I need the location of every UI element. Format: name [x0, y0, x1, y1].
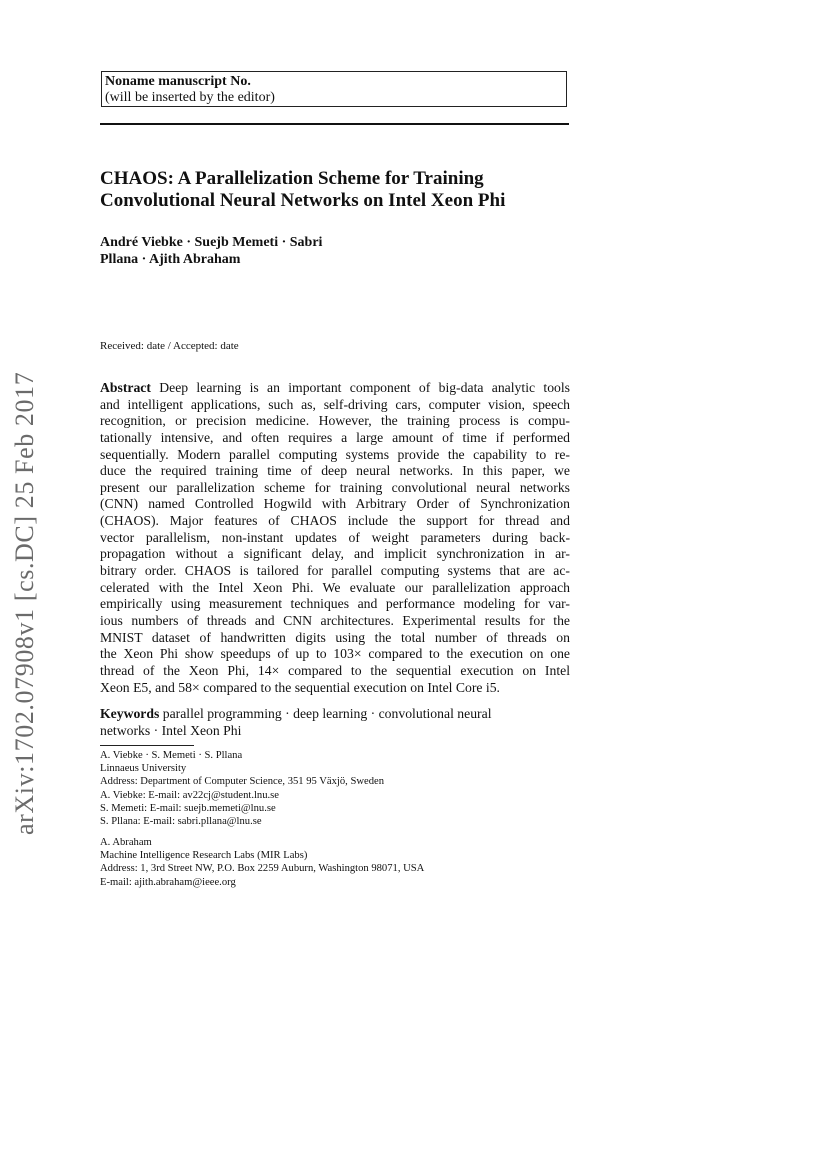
header-rule — [100, 123, 569, 125]
abstract-line: and intelligent applications, such as, self-driving cars, computer vision, speech — [100, 396, 570, 412]
affiliation-line: E-mail: ajith.abraham@ieee.org — [100, 876, 236, 888]
paper-title — [100, 168, 570, 212]
affiliation-line: Address: Department of Computer Science, 351 95 Växjö, Sweden — [100, 776, 385, 788]
abstract-line: sequentially. Modern parallel computing systems provide the capability to re- — [100, 446, 570, 462]
abstract-heading: Abstract — [100, 380, 151, 395]
affiliation-block — [100, 836, 570, 889]
manuscript-box-title: Noname manuscript No. — [105, 74, 251, 89]
abstract-text: Deep learning is an important component of big-data analytic tools — [159, 380, 570, 395]
abstract-line: MNIST dataset of handwritten digits using the total number of threads on — [100, 629, 570, 645]
abstract-line: thread of the Xeon Phi, 14× compared to the sequential execution on Intel — [100, 662, 570, 678]
affiliation-line: Address: 1, 3rd Street NW, P.O. Box 2259 Auburn, Washington 98071, USA — [100, 863, 425, 875]
abstract-line — [100, 380, 570, 397]
affiliation-line: S. Pllana: E-mail: sabri.pllana@lnu.se — [100, 816, 262, 828]
author-line: André Viebke · Suejb Memeti · Sabri — [100, 235, 323, 250]
abstract-line: empirically using measurement techniques and performance modeling for var- — [100, 596, 570, 612]
abstract-line: duce the required training time of deep neural networks. In this paper, we — [100, 463, 570, 479]
abstract-line: present our parallelization scheme for training convolutional neural networks — [100, 479, 570, 495]
paper-title-line: Convolutional Neural Networks on Intel Xeon Phi — [100, 190, 506, 211]
affiliation-line: Machine Intelligence Research Labs (MIR Labs) — [100, 850, 308, 862]
paper-title-line: CHAOS: A Parallelization Scheme for Training — [100, 168, 484, 189]
footnote-rule — [100, 745, 194, 746]
abstract — [100, 380, 570, 696]
affiliation-line: Linnaeus University — [100, 763, 187, 775]
keywords-line: networks · Intel Xeon Phi — [100, 722, 242, 738]
manuscript-box-subtitle: (will be inserted by the editor) — [105, 90, 275, 105]
arxiv-identifier: arXiv:1702.07908v1 [cs.DC] 25 Feb 2017 — [10, 371, 39, 835]
abstract-line: celerated with the Intel Xeon Phi. We evaluate our parallelization approach — [100, 579, 570, 595]
abstract-line: vector parallelism, non-instant updates of weight parameters during back- — [100, 529, 570, 545]
abstract-line: ious numbers of threads and CNN architectures. Experimental results for the — [100, 612, 570, 628]
received-accepted-dates: Received: date / Accepted: date — [100, 340, 239, 352]
abstract-line: (CNN) named Controlled Hogwild with Arbitrary Order of Synchronization — [100, 496, 570, 512]
manuscript-number-box — [101, 71, 567, 107]
abstract-line: bitrary order. CHAOS is tailored for parallel computing systems that are ac- — [100, 563, 570, 579]
keywords-text: parallel programming · deep learning · convolutional neural — [162, 706, 492, 721]
abstract-line: recognition, or precision medicine. However, the training process is compu- — [100, 413, 570, 429]
keywords — [100, 706, 570, 739]
abstract-line: (CHAOS). Major features of CHAOS include the support for thread and — [100, 513, 570, 529]
affiliation-block — [100, 749, 570, 828]
abstract-line: propagation without a significant delay, and implicit synchronization in ar- — [100, 546, 570, 562]
affiliation-line: A. Abraham — [100, 837, 152, 848]
affiliation-line: A. Viebke · S. Memeti · S. Pllana — [100, 750, 243, 761]
abstract-line: the Xeon Phi show speedups of up to 103× compared to the execution on one — [100, 646, 570, 662]
affiliation-line: A. Viebke: E-mail: av22cj@student.lnu.se — [100, 789, 279, 801]
author-line: Pllana · Ajith Abraham — [100, 252, 241, 267]
affiliation-line: S. Memeti: E-mail: suejb.memeti@lnu.se — [100, 802, 276, 814]
author-list — [100, 234, 570, 268]
abstract-line: tationally intensive, and often requires a large amount of time if performed — [100, 429, 570, 445]
keywords-line — [100, 706, 570, 723]
keywords-heading: Keywords — [100, 706, 160, 721]
abstract-line: Xeon E5, and 58× compared to the sequential execution on Intel Core i5. — [100, 679, 500, 695]
